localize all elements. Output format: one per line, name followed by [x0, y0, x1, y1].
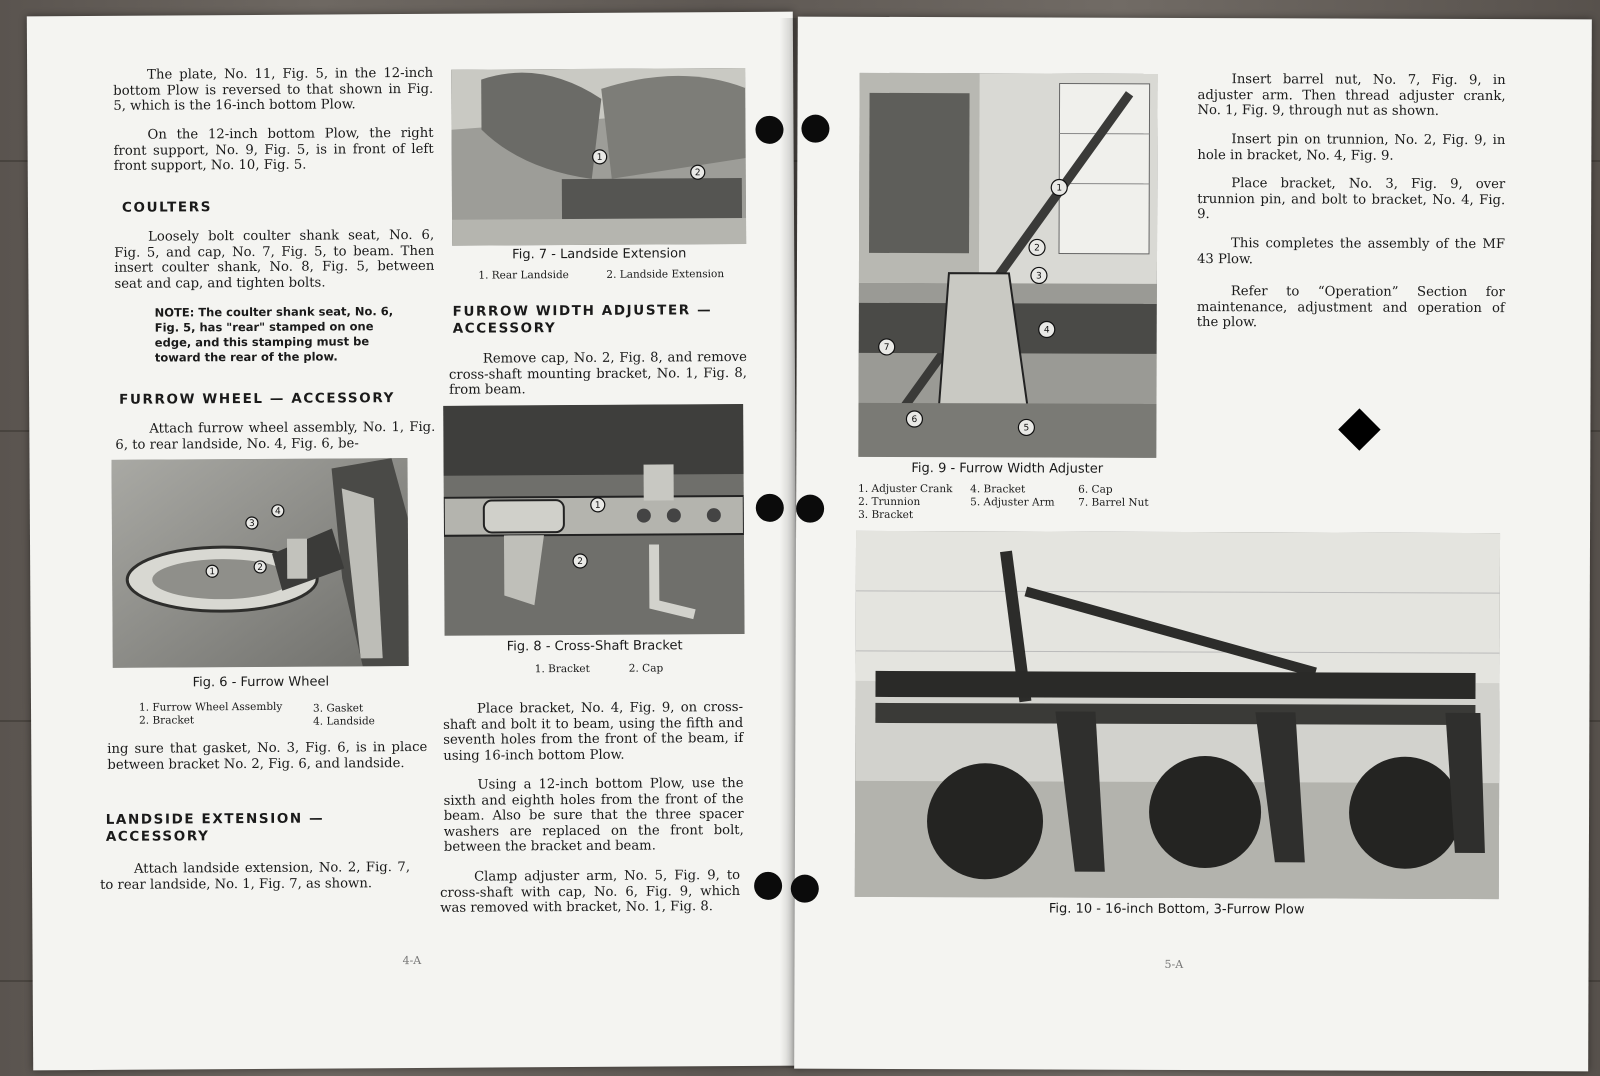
- svg-text:5: 5: [1023, 423, 1030, 434]
- paragraph-place-bracket-3: Place bracket, No. 3, Fig. 9, over trunnion pin, and bolt to bracket, No. 4, Fig. 9.: [1197, 176, 1506, 223]
- figure-10-plow-photo: [855, 531, 1500, 899]
- binder-hole: [801, 115, 829, 143]
- heading-furrow-wheel: FURROW WHEEL — ACCESSORY: [119, 390, 395, 408]
- svg-text:6: 6: [911, 415, 918, 426]
- paragraph-landside: Attach landside extension, No. 2, Fig. 7, to rear landside, No. 1, Fig. 7, as shown.: [100, 860, 411, 893]
- paragraph-clamp-adjuster: Clamp adjuster arm, No. 5, Fig. 9, to cross-shaft with cap, No. 6, Fig. 9, which was removed with bracket, No. 1, Fig. 8.: [440, 868, 741, 916]
- svg-text:4: 4: [1043, 325, 1050, 336]
- paragraph-completes: This completes the assembly of the MF 43 Plow.: [1196, 236, 1506, 267]
- figure-8-caption: Fig. 8 - Cross-Shaft Bracket: [506, 638, 683, 655]
- figure-9-legend-1: 1. Adjuster Crank: [858, 482, 953, 496]
- svg-text:3: 3: [1036, 271, 1042, 282]
- paragraph-gasket: ing sure that gasket, No. 3, Fig. 6, is in place between bracket No. 2, Fig. 6, and landside.: [107, 739, 428, 773]
- heading-furrow-width-adjuster: FURROW WIDTH ADJUSTER — ACCESSORY: [452, 302, 713, 337]
- svg-text:2: 2: [257, 562, 264, 573]
- svg-text:2: 2: [577, 556, 584, 567]
- figure-10-caption: Fig. 10 - 16-inch Bottom, 3-Furrow Plow: [1048, 901, 1305, 918]
- paragraph-support: On the 12-inch bottom Plow, the right front support, No. 9, Fig. 5, is in front of left front support, No. 10, Fig. 5.: [113, 125, 434, 174]
- paragraph-trunnion-pin: Insert pin on trunnion, No. 2, Fig. 9, in hole in bracket, No. 4, Fig. 9.: [1197, 132, 1506, 164]
- figure-8-legend-1: 1. Bracket: [534, 662, 590, 676]
- paragraph-12-inch-plow: Using a 12-inch bottom Plow, use the sixth and eighth holes from the front of the beam. Also be sure that the three spacer washers are replaced on the front bolt, between the bracket and beam.: [443, 775, 744, 855]
- svg-text:4: 4: [274, 506, 281, 517]
- figure-8-callouts: [443, 404, 744, 636]
- heading-landside-extension: LANDSIDE EXTENSION — ACCESSORY: [105, 810, 325, 845]
- heading-coulters: COULTERS: [121, 199, 213, 216]
- page-number-left: 4-A: [402, 953, 422, 968]
- svg-text:1: 1: [594, 500, 601, 511]
- svg-text:1: 1: [1056, 183, 1063, 194]
- svg-text:2: 2: [1034, 243, 1040, 254]
- figure-6-callouts: [111, 458, 408, 668]
- figure-6-legend-4: 4. Landside: [313, 715, 375, 728]
- diamond-end-mark-icon: [1338, 408, 1380, 450]
- figure-9-legend-2: 2. Trunnion: [858, 495, 921, 509]
- svg-text:7: 7: [883, 342, 890, 353]
- svg-text:1: 1: [596, 152, 603, 163]
- svg-text:2: 2: [694, 168, 701, 179]
- figure-7-legend-1: 1. Rear Landside: [478, 269, 569, 282]
- figure-9-callouts: [858, 73, 1157, 458]
- paragraph-barrel-nut: Insert barrel nut, No. 7, Fig. 9, in adjuster arm. Then thread adjuster crank, No. 1, Fig. 9, through nut as shown.: [1197, 72, 1506, 119]
- figure-8-cross-shaft-photo: [443, 404, 744, 636]
- page-number-right: 5-A: [1164, 957, 1184, 971]
- figure-9-legend-6: 6. Cap: [1078, 483, 1113, 496]
- paragraph-remove-cap: Remove cap, No. 2, Fig. 8, and remove cross-shaft mounting bracket, No. 1, Fig. 8, from beam.: [448, 349, 748, 398]
- paragraph-furrow-wheel: Attach furrow wheel assembly, No. 1, Fig. 6, to rear landside, No. 4, Fig. 6, be-: [115, 419, 436, 453]
- figure-9-legend-7: 7. Barrel Nut: [1078, 496, 1149, 509]
- figure-9-caption: Fig. 9 - Furrow Width Adjuster: [911, 461, 1104, 477]
- figure-7-legend-2: 2. Landside Extension: [606, 268, 725, 281]
- figure-7-callouts: [451, 68, 746, 246]
- right-page: [794, 17, 1592, 1072]
- svg-text:1: 1: [209, 567, 216, 578]
- binder-hole: [796, 495, 824, 523]
- left-page: [27, 12, 799, 1071]
- figure-6-legend-1: 1. Furrow Wheel Assembly: [138, 700, 283, 714]
- figure-9-legend-4: 4. Bracket: [970, 483, 1026, 496]
- figure-6-caption: Fig. 6 - Furrow Wheel: [192, 674, 330, 691]
- figure-6-legend-3: 3. Gasket: [312, 702, 364, 715]
- svg-text:3: 3: [248, 518, 255, 530]
- plow-illustration: [855, 531, 1500, 899]
- figure-7-landside-photo: [451, 68, 746, 246]
- paragraph-refer: Refer to “Operation” Section for maintenance, adjustment and operation of the plow.: [1196, 284, 1505, 331]
- figure-6-furrow-wheel-photo: [111, 458, 408, 668]
- figure-7-caption: Fig. 7 - Landside Extension: [512, 246, 687, 263]
- figure-6-legend-2: 2. Bracket: [139, 714, 195, 727]
- paragraph-coulters: Loosely bolt coulter shank seat, No. 6, Fig. 5, and cap, No. 7, Fig. 5, to beam. Then insert coulter shank, No. 8, Fig. 5, between seat and cap, and tighten bolts.: [114, 227, 435, 292]
- binder-hole: [754, 872, 782, 900]
- figure-9-legend-3: 3. Bracket: [858, 508, 914, 522]
- figure-9-adjuster-photo: [858, 73, 1157, 458]
- paragraph-plate: The plate, No. 11, Fig. 5, in the 12-inch bottom Plow is reversed to that shown in Fig. 5, which is the 16-inch bottom Plow.: [113, 65, 434, 114]
- figure-9-legend-5: 5. Adjuster Arm: [970, 496, 1055, 509]
- binder-hole: [791, 875, 819, 903]
- note-coulter-seat: NOTE: The coulter shank seat, No. 6, Fig. 5, has "rear" stamped on one edge, and this stamping must be toward the rear of the plow.: [154, 304, 394, 365]
- figure-8-legend-2: 2. Cap: [628, 662, 664, 675]
- paragraph-place-bracket: Place bracket, No. 4, Fig. 9, on cross-shaft and bolt it to beam, using the fifth and seventh holes from the front of the beam, if using 16-inch bottom Plow.: [443, 699, 744, 764]
